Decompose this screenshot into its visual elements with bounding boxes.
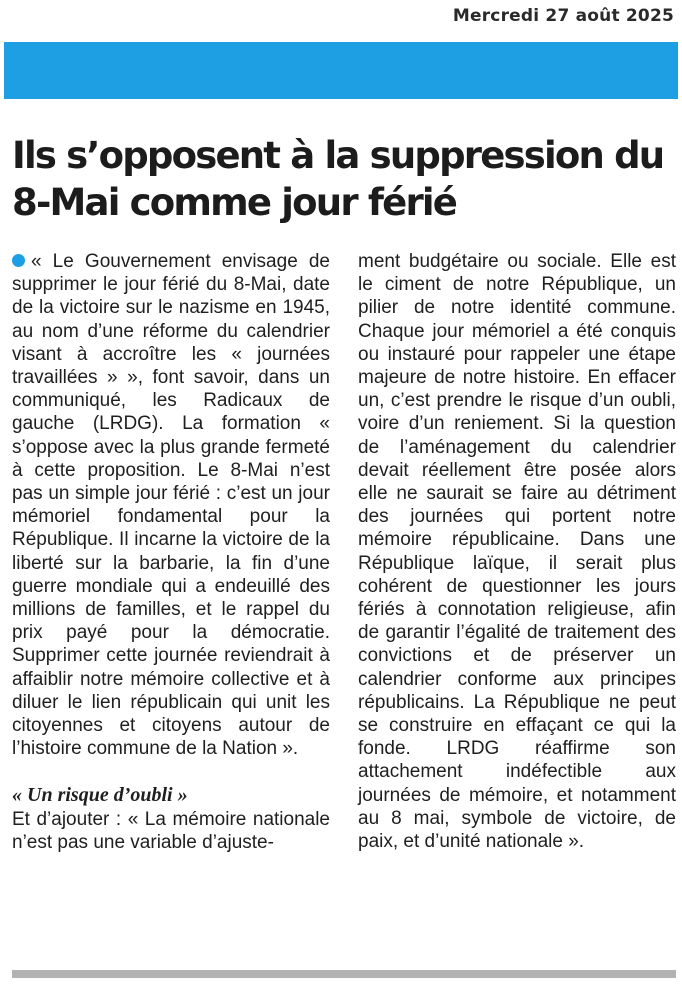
article-subheading: « Un risque d’oubli »: [12, 784, 188, 807]
paragraph-2-continued: ment budgétaire ou sociale. Elle est le ciment de notre République, un pilier de notre identité commune. Chaque jour mémoriel a été conquis ou instauré pour rappeler une étape majeure de notre histoire. En effacer un, c’est prendre le risque d’un oubli, voire d’un reniement. Si la question de l’aménagement du calendrier devait réellement être posée alors elle ne saurait se faire au détriment des journées qui portent notre mémoire républicaine. Dans une République laïque, il serait plus cohérent de questionner les jours fériés à connotation religieuse, afin de garantir l’égalité de traitement des convictions et de préserver un calendrier conforme aux principes républicains. La République ne peut se construire en effaçant ce qui la fonde. LRDG réaffirme son attachement indéfectible aux journées de mémoire, et notamment au 8 mai, symbole de victoire, de paix, et d’unité nationale ».: [358, 251, 676, 853]
section-banner: [4, 42, 678, 99]
publication-date: Mercredi 27 août 2025: [452, 6, 674, 26]
bottom-rule: [12, 970, 676, 978]
article-headline: Ils s’opposent à la suppression du 8-Mai comme jour férié: [12, 134, 664, 224]
lead-paragraph: [12, 250, 330, 760]
lead-paragraph-text: « Le Gouvernement envisage de supprimer le jour férié du 8-Mai, date de la victoire sur le nazisme en 1945, au nom d’une réforme du calendrier visant à accroître les « journées travaillées » », font savoir, dans un communiqué, les Radicaux de gauche (LRDG). La formation « s’oppose avec la plus grande fermeté à cette proposition. Le 8-Mai n’est pas un simple jour férié : c’est un jour mémoriel fondamental pour la République. Il incarne la victoire de la liberté sur la barbarie, la fin d’une guerre mondiale qui a endeuillé des millions de familles, et le rappel du prix payé pour la démocratie. Supprimer cette journée reviendrait à affaiblir notre mémoire collective et à diluer le lien républicain qui unit les citoyennes et citoyens autour de l’histoire commune de la Nation ».: [12, 251, 330, 760]
bullet-dot-icon: [12, 254, 25, 267]
article-column-left: [12, 250, 330, 854]
paragraph-2-start: Et d’ajouter : « La mémoire nationale n’est pas une variable d’ajuste-: [12, 808, 330, 853]
article-column-right: [358, 250, 676, 853]
